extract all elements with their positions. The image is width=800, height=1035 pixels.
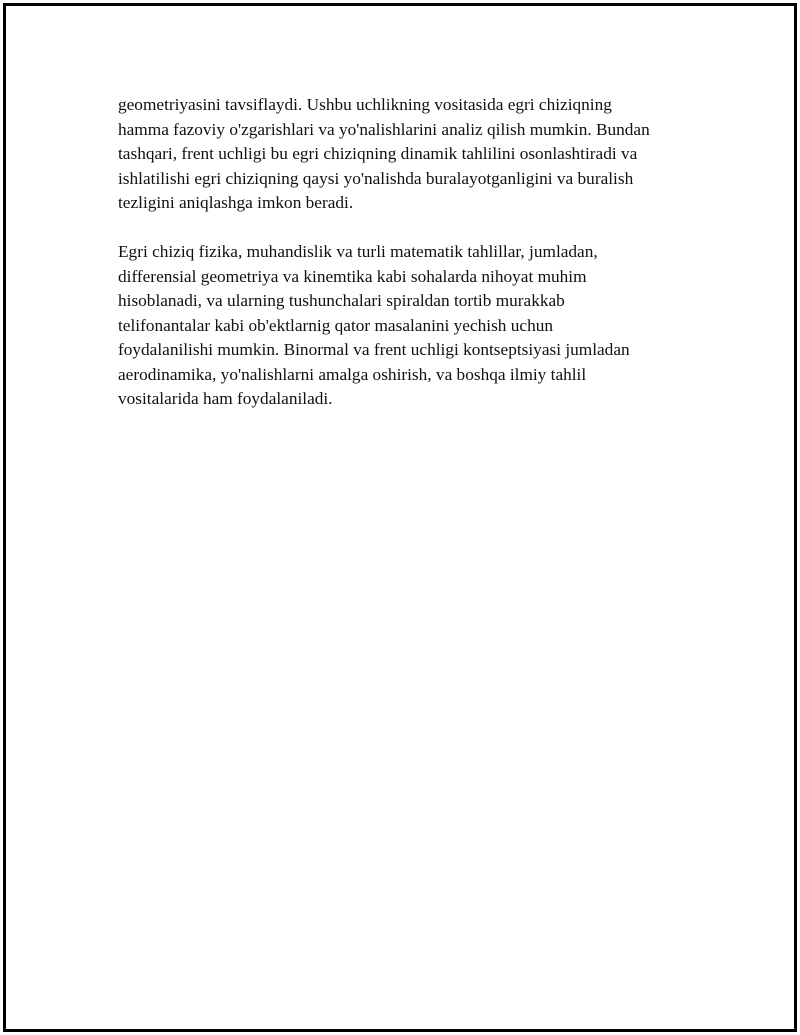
paragraph-line: Egri chiziq fizika, muhandislik va turli matematik tahlillar, jumladan,	[118, 242, 598, 261]
paragraph-line: telifonantalar kabi ob'ektlarnig qator masalanini yechish uchun	[118, 315, 554, 335]
paragraph-line: differensial geometriya va kinemtika kabi sohalarda nihoyat muhim	[118, 266, 587, 286]
paragraph-line: tashqari, frent uchligi bu egri chiziqning dinamik tahlilini osonlashtiradi va	[118, 144, 638, 163]
paragraph-1	[118, 93, 708, 216]
paragraph-line: tezligini aniqlashga imkon beradi.	[118, 193, 354, 212]
document-body	[118, 93, 708, 436]
paragraph-line: geometriyasini tavsiflaydi. Ushbu uchlikning vositasida egri chiziqning	[118, 95, 612, 114]
paragraph-line: vositalarida ham foydalaniladi.	[118, 389, 333, 408]
paragraph-line: hamma fazoviy o'zgarishlari va yo'nalishlarini analiz qilish mumkin. Bundan	[118, 119, 650, 139]
paragraph-line: aerodinamika, yo'nalishlarni amalga oshirish, va boshqa ilmiy tahlil	[118, 364, 587, 384]
paragraph-line: foydalanilishi mumkin. Binormal va frent uchligi kontseptsiyasi jumladan	[118, 340, 630, 359]
paragraph-line: hisoblanadi, va ularning tushunchalari spiraldan tortib murakkab	[118, 291, 565, 310]
paragraph-2	[118, 240, 708, 412]
paragraph-line: ishlatilishi egri chiziqning qaysi yo'nalishda buralayotganligini va buralish	[118, 168, 634, 188]
